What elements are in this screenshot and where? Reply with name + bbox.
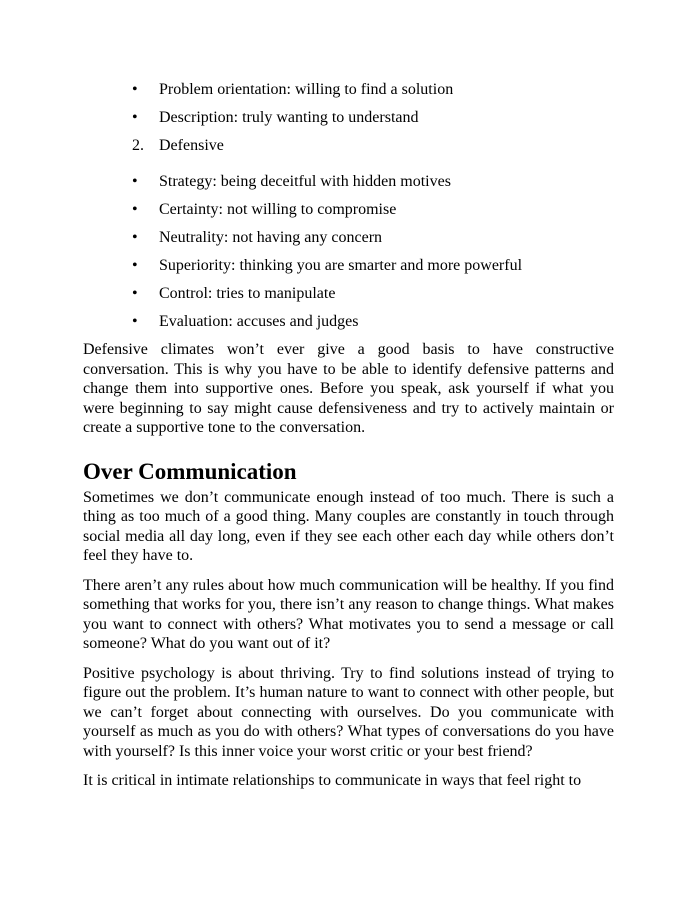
defensive-bullet-list: [83, 172, 614, 332]
numbered-item-label: Defensive: [159, 137, 224, 154]
document-page: [83, 80, 614, 801]
list-item: [83, 108, 614, 128]
list-item-text: Control: tries to manipulate: [159, 285, 336, 302]
list-item: [83, 284, 614, 304]
list-number: 2.: [132, 137, 144, 154]
list-item-text: Description: truly wanting to understand: [159, 109, 419, 126]
list-item-text: Problem orientation: willing to find a solution: [159, 81, 454, 98]
paragraph: Positive psychology is about thriving. Try to find solutions instead of trying to figure out the problem. It’s human nature to want to connect with other people, but we can’t forget about connecting with ourselves. Do you communicate with yourself as much as you do with others? What types of conversations do you have with yourself? Is this inner voice your worst critic or your best friend?: [83, 664, 614, 760]
supportive-bullet-list: [83, 80, 614, 128]
list-item-text: Superiority: thinking you are smarter and more powerful: [159, 257, 523, 274]
list-item-text: Neutrality: not having any concern: [159, 229, 383, 246]
list-item-text: Evaluation: accuses and judges: [159, 313, 359, 330]
paragraph-defensive-climates: Defensive climates won’t ever give a good basis to have constructive conversation. This is why you have to be able to identify defensive patterns and change them into supportive ones. Before you speak, ask yourself if what you were beginning to say might cause defensiveness and try to actively maintain or create a supportive tone to the conversation.: [83, 341, 614, 436]
bullet-icon: •: [132, 229, 138, 246]
paragraph: There aren’t any rules about how much communication will be healthy. If you find something that works for you, there isn’t any reason to change things. What makes you want to connect with others? What motivates you to send a message or call someone? What do you want out of it?: [83, 576, 614, 652]
list-item: [83, 312, 614, 332]
bullet-icon: •: [132, 313, 138, 330]
bullet-icon: •: [132, 201, 138, 218]
list-item: [83, 200, 614, 220]
bullet-icon: •: [132, 257, 138, 274]
list-item: [83, 256, 614, 276]
list-item: [83, 80, 614, 100]
list-item: [83, 172, 614, 192]
numbered-heading-defensive: [83, 136, 614, 156]
section-heading: Over Communication: [83, 458, 297, 484]
list-item: [83, 228, 614, 248]
paragraph: Sometimes we don’t communicate enough instead of too much. There is such a thing as too much of a good thing. Many couples are constantly in touch through social media all day long, even if they see each other each day while others don’t feel they have to.: [83, 488, 614, 564]
paragraph: It is critical in intimate relationships to communicate in ways that feel right to: [83, 772, 582, 789]
bullet-icon: •: [132, 81, 138, 98]
bullet-icon: •: [132, 285, 138, 302]
list-item-text: Strategy: being deceitful with hidden motives: [159, 173, 451, 190]
bullet-icon: •: [132, 109, 138, 126]
bullet-icon: •: [132, 173, 138, 190]
list-item-text: Certainty: not willing to compromise: [159, 201, 397, 218]
